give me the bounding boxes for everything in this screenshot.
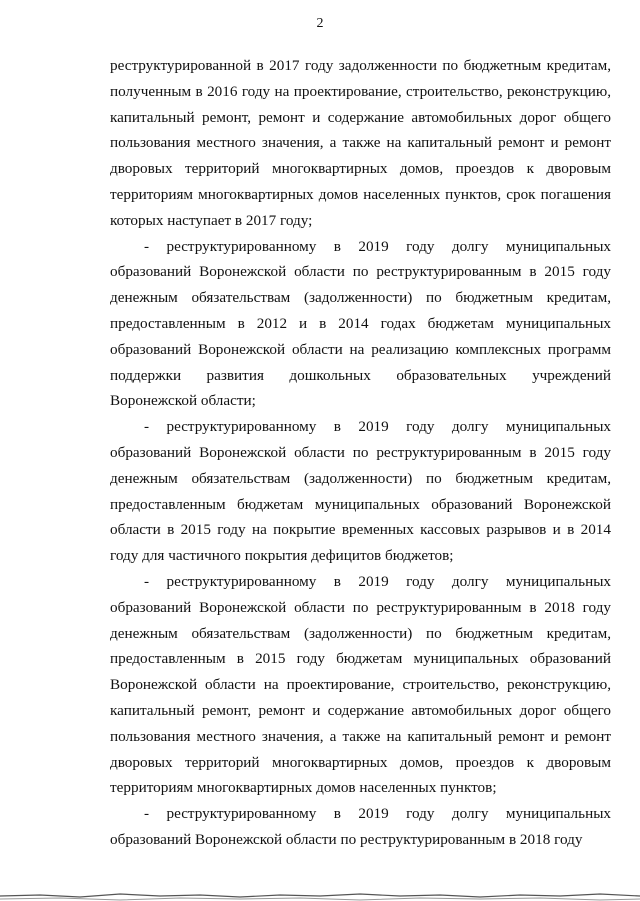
page-number: 2 (316, 16, 324, 31)
list-item-paragraph: - реструктурированному в 2019 году долгу муниципальных образований Воронежской области по реструктурированным в 2015 году денежным обязательствам (задолженности) по бюджетным кредитам, предоставленным бюджетам муниципальных образований Воронежской области в 2015 году на покрытие временных кассовых разрывов и в 2014 году для частичного покрытия дефицитов бюджетов; (110, 418, 611, 565)
scan-bottom-edge (0, 889, 640, 901)
list-item-paragraph: - реструктурированному в 2019 году долгу муниципальных образований Воронежской области по реструктурированным в 2018 году (110, 805, 611, 848)
list-item-paragraph: - реструктурированному в 2019 году долгу муниципальных образований Воронежской области по реструктурированным в 2015 году денежным обязательствам (задолженности) по бюджетным кредитам, предоставленным в 2012 и в 2014 годах бюджетам муниципальных образований Воронежской области на реализацию комплексных программ поддержки развития дошкольных образовательных учреждений Воронежской области; (110, 237, 611, 410)
list-item-paragraph: - реструктурированному в 2019 году долгу муниципальных образований Воронежской области по реструктурированным в 2018 году денежным обязательствам (задолженности) по бюджетным кредитам, предоставленным в 2015 году бюджетам муниципальных образований Воронежской области на проектирование, строительство, реконструкцию, капитальный ремонт, ремонт и содержание автомобильных дорог общего пользования местного значения, а также на капитальный ремонт и ремонт дворовых территорий многоквартирных домов, проездов к дворовым территориям многоквартирных домов населенных пунктов; (110, 572, 611, 797)
scan-edge-artifact (0, 889, 640, 901)
document-body (110, 53, 611, 853)
paragraph-continuation: реструктурированной в 2017 году задолженности по бюджетным кредитам, полученным в 2016 году на проектирование, строительство, реконструкцию, капитальный ремонт, ремонт и содержание автомобильных дорог общего пользования местного значения, а также на капитальный ремонт и ремонт дворовых территорий многоквартирных домов, проездов к дворовым территориям многоквартирных домов населенных пунктов, срок погашения которых наступает в 2017 году; (110, 57, 611, 229)
